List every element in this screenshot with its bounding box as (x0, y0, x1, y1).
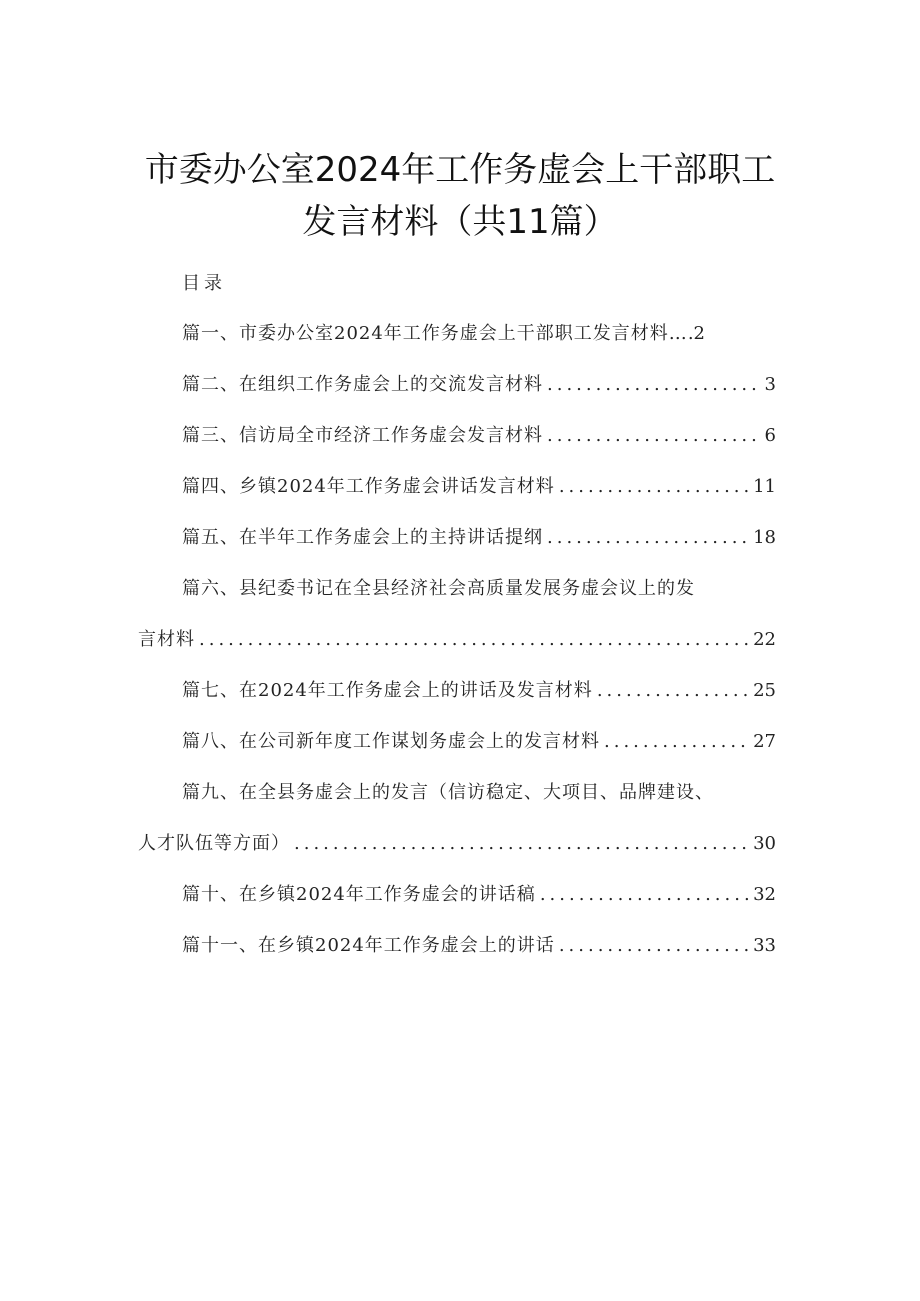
toc-heading: 目录 (182, 273, 226, 294)
toc-entry-label: 篇五、在半年工作务虚会上的主持讲话提纲 (182, 527, 543, 548)
toc-entry-page: 6 (764, 425, 776, 446)
document-title-line-2: 发言材料（共11篇） (302, 202, 618, 242)
toc-entry-page: 18 (753, 527, 776, 548)
toc-entry-3[interactable] (182, 422, 776, 450)
toc-entry-page: 30 (753, 833, 776, 854)
toc-leader-dots (559, 473, 749, 501)
toc-entry-label: 篇八、在公司新年度工作谋划务虚会上的发言材料 (182, 731, 600, 752)
toc-entry-label: 篇十、在乡镇2024年工作务虚会的讲话稿 (182, 884, 536, 905)
toc-entry-label: 篇七、在2024年工作务虚会上的讲话及发言材料 (182, 680, 593, 701)
toc-entry-6[interactable] (138, 626, 776, 654)
toc-entry-label-continued: 言材料 (138, 629, 195, 650)
toc-entry-9[interactable] (138, 830, 776, 858)
toc-entry-11[interactable] (182, 932, 776, 960)
toc-entry-page: 32 (753, 884, 776, 905)
toc-entry-page: 27 (753, 731, 776, 752)
toc-entry-label: 篇六、县纪委书记在全县经济社会高质量发展务虚会议上的发 (182, 578, 695, 599)
toc-leader-dots (540, 881, 749, 909)
toc-leader-dots (547, 422, 761, 450)
toc-entry-page: 3 (764, 374, 776, 395)
toc-entry-1[interactable] (182, 320, 776, 348)
toc-entry-page: 33 (753, 935, 776, 956)
toc-entry-label: 篇十一、在乡镇2024年工作务虚会上的讲话 (182, 935, 555, 956)
toc-entry-5[interactable] (182, 524, 776, 552)
toc-entry-label: 篇三、信访局全市经济工作务虚会发言材料 (182, 425, 543, 446)
toc-entry-10[interactable] (182, 881, 776, 909)
toc-leader-dots (604, 728, 749, 756)
toc-leader-dots (547, 371, 761, 399)
toc-entry-page: .2 (687, 323, 705, 344)
toc-entry-9-first-line[interactable] (182, 779, 776, 807)
toc-entry-7[interactable] (182, 677, 776, 705)
toc-entry-page: 25 (753, 680, 776, 701)
toc-leader-dots (294, 830, 749, 858)
toc-leader-dots (597, 677, 749, 705)
toc-entry-2[interactable] (182, 371, 776, 399)
toc-entry-6-first-line[interactable] (182, 575, 776, 603)
toc-entry-4[interactable] (182, 473, 776, 501)
toc-entry-8[interactable] (182, 728, 776, 756)
toc-entry-label: 篇九、在全县务虚会上的发言（信访稳定、大项目、品牌建设、 (182, 782, 714, 803)
toc-leader-dots (199, 626, 749, 654)
toc-entry-label-continued: 人才队伍等方面） (138, 833, 290, 854)
toc-entry-label: 篇一、市委办公室2024年工作务虚会上干部职工发言材料… (182, 323, 688, 344)
toc-entry-label: 篇二、在组织工作务虚会上的交流发言材料 (182, 374, 543, 395)
toc-leader-dots (547, 524, 749, 552)
document-title-line-1: 市委办公室2024年工作务虚会上干部职工 (144, 150, 776, 190)
toc-entry-page: 11 (753, 476, 776, 497)
toc-entry-label: 篇四、乡镇2024年工作务虚会讲话发言材料 (182, 476, 555, 497)
toc-leader-dots (559, 932, 749, 960)
toc-entry-page: 22 (753, 629, 776, 650)
